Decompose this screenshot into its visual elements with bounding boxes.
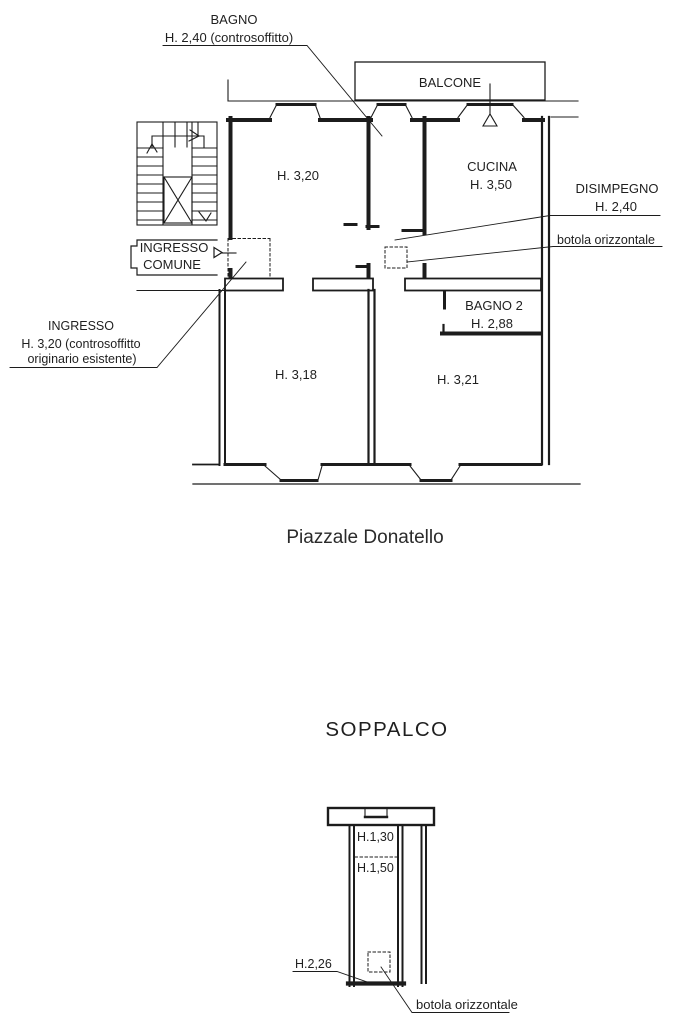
ingresso-comune-label-2: COMUNE [143,257,201,272]
disimpegno-height-label: H. 2,40 [595,199,637,214]
exterior-top-line [228,80,578,117]
soppalco-wall-left [350,825,355,986]
staircase-right-treads [192,148,217,220]
staircase-stringers [163,122,192,225]
street-caption: Piazzale Donatello [286,527,444,548]
cucina-label: CUCINA [467,159,517,174]
disimpegno-label: DISIMPEGNO [575,181,659,196]
window-bottom-left [265,466,322,481]
window-bottom-right [410,466,460,481]
ingresso-label-2: H. 3,20 (controsoffitto [21,337,141,351]
soppalco-h226-label: H.2,26 [295,957,332,971]
soppalco-botola-label: botola orizzontale [416,997,518,1012]
ingresso-label-1: INGRESSO [48,319,114,333]
bagno-height-label: H. 2,40 (controsoffitto) [164,30,294,45]
balcone-label: BALCONE [418,75,482,90]
room-h318-label: H. 3,18 [275,367,317,382]
soppalco-h150-label: H.1,50 [357,861,394,875]
hatch-dotted-square [385,247,407,268]
staircase-left-treads [137,148,163,220]
staircase-cross [164,177,192,223]
staircase [137,122,217,225]
soppalco-wall-outer-right [422,825,427,983]
bagno2-label: BAGNO 2 [465,298,523,313]
entrance-door-icon [214,248,236,258]
soppalco-top-window [365,808,387,817]
wall-lower-left [220,290,226,465]
staircase-outline [137,122,217,225]
staircase-top-treads [175,122,198,147]
soppalco-title: SOPPALCO [325,718,449,741]
soppalco-h130-label: H.1,30 [357,830,394,844]
botola-label: botola orizzontale [557,233,655,247]
leader-botola [407,247,662,263]
window-top-left [270,104,320,118]
ingresso-comune-label-1: INGRESSO [139,240,209,255]
window-top-middle [371,104,412,118]
soppalco-hatch-dotted-square [368,952,390,972]
wall-lower-middle [369,290,375,464]
bagno-label: BAGNO [210,12,258,27]
soppalco-wall-right [398,825,403,986]
room-h321-label: H. 3,21 [437,372,479,387]
soppalco-plan [293,808,509,1013]
soppalco-labels [295,830,518,1012]
ingresso-label-3: originario esistente) [27,352,137,366]
wall-middle-horizontal [225,279,541,291]
main-floor-plan [10,46,662,485]
cucina-height-label: H. 3,50 [470,177,512,192]
entrance-ceiling-dotted-zone [228,239,270,278]
wall-right-exterior [542,117,549,464]
bagno2-height-label: H. 2,88 [471,316,513,331]
room-h320-label: H. 3,20 [277,168,319,183]
